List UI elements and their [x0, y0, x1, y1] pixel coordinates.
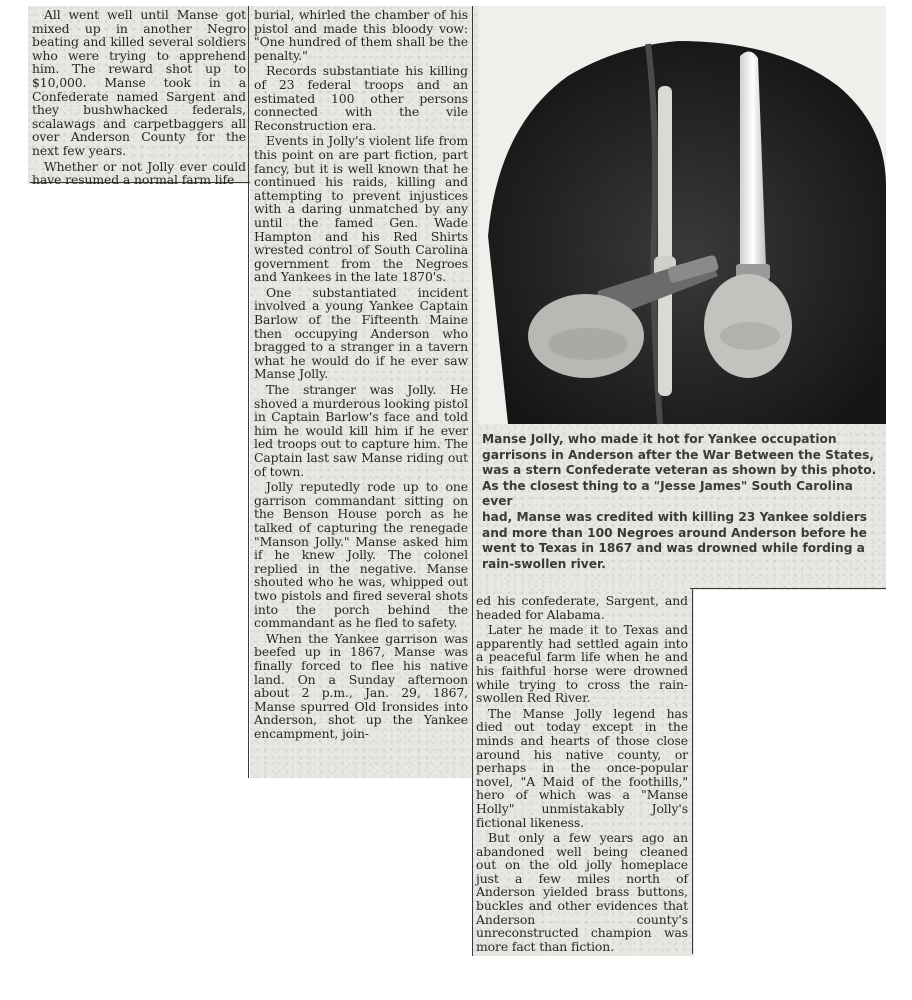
article-paragraph: Whether or not Jolly ever could have resumed a normal farm life	[32, 158, 246, 188]
article-column-3	[476, 594, 688, 955]
article-paragraph: One substantiated incident involved a young Yankee Captain Barlow of the Fifteenth Maine then occupying Anderson who bragged to a stranger in a tavern what he would do if he ever saw Manse Jolly.	[254, 284, 468, 382]
article-paragraph: Records substantiate his killing of 23 federal troops and an estimated 100 other persons connected with the vile Reconstruction era.	[254, 63, 468, 133]
article-paragraph: The Manse Jolly legend has died out today except in the minds and hearts of those close around his native county, or perhaps in the once-popular novel, "A Maid of the foothills," hero of which was a "Manse Holly" unmistakably Jolly's fictional likeness.	[476, 705, 688, 830]
column-rule-1	[248, 6, 249, 778]
portrait-photo-image	[478, 6, 886, 424]
photo-caption: Manse Jolly, who made it hot for Yankee occupation garrisons in Anderson after the War Between the States, was a stern Confederate veteran as shown by this photo. As the closest thing to a "Jesse James" South Carolina ever had, Manse was credited with killing 23 Yankee soldiers and more than 100 Negroes around Anderson before he went to Texas in 1867 and was drowned while fording a rain-swollen river.	[482, 432, 877, 571]
article-paragraph: The stranger was Jolly. He shoved a murderous looking pistol in Captain Barlow's face and told him he would kill him if he ever led troops out to capture him. The Captain last saw Manse riding out of town.	[254, 382, 468, 479]
article-paragraph: ed his confederate, Sargent, and headed for Alabama.	[476, 593, 688, 622]
article-paragraph: When the Yankee garrison was beefed up in 1867, Manse was finally forced to flee his native land. On a Sunday afternoon about 2 p.m., Jan. 29, 1867, Manse spurred Old Ironsides into Anderson, shot up the Yankee encampment, join-	[254, 630, 468, 741]
portrait-photo	[478, 6, 886, 424]
column-rule-3	[692, 588, 693, 954]
article-paragraph: Events in Jolly's violent life from this point on are part fiction, part fancy, but it is well known that he continued his raids, killing and attempting to prevent injustices with a daring unmatched by any until the famed Gen. Wade Hampton and his Red Shirts wrested control of South Carolina government from the Negroes and Yankees in the late 1870's.	[254, 133, 468, 285]
column-rule-2	[472, 6, 473, 956]
article-column-1	[32, 8, 246, 189]
article-paragraph: All went well until Manse got mixed up in another Negro beating and killed several soldiers who were trying to apprehend him. The reward shot up to $10,000. Manse took in a Confederate named Sargent and they bushwhacked federals, scalawags and carpetbaggers all over Anderson County for the next few years.	[32, 7, 246, 158]
article-column-2	[254, 8, 468, 742]
article-paragraph: burial, whirled the chamber of his pistol and made this bloody vow: "One hundred of them shall be the penalty."	[254, 7, 468, 63]
article-paragraph: Jolly reputedly rode up to one garrison commandant sitting on the Benson House porch as he talked of capturing the renegade "Manson Jolly." Manse asked him if he knew Jolly. The colonel replied in the negative. Manse shouted who he was, whipped out two pistols and fired several shots into the porch behind the commandant as he fled to safety.	[254, 479, 468, 631]
article-paragraph: Later he made it to Texas and apparently had settled again into a peaceful farm life when he and his faithful horse were drowned while trying to cross the rain-swollen Red River.	[476, 622, 688, 706]
article-paragraph: But only a few years ago an abandoned well being cleaned out on the old jolly homeplace just a few miles north of Anderson yielded brass buttons, buckles and other evidences that Anderson county's unreconstructed champion was more fact than fiction.	[476, 830, 688, 954]
caption-bottom-rule	[690, 588, 886, 589]
